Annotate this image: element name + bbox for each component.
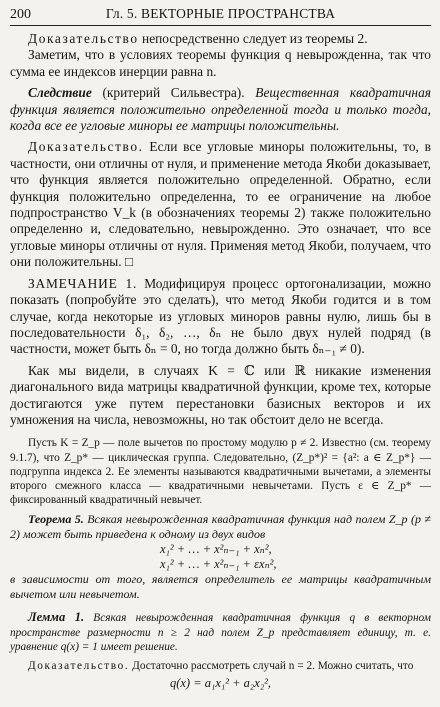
lemma-paragraph [10,610,431,654]
zamechanie-label: ЗАМЕЧАНИЕ 1. [28,275,138,291]
small-print-paragraph: Пусть K = Z_p — поле вычетов по простому модулю p ≠ 2. Известно (см. теорему 9.1.7), что Z_p* — циклическая группа. Следовательно, (Z_p*)² = {a²: a ∈ Z_p*} — подгруппа индекса 2. Ее элементы называются квадратичными вычетами, а элементы второго смежного класса — квадратичными невычетами. Пусть ε ∈ Z_p* — фиксированный квадратичный невычет. [10,437,431,507]
running-header [10,6,431,26]
corollary-text: Вещественная квадратичная функция является положительно определенной тогда и только тогда, когда все ее угловые миноры ее матрицы положительны. [10,85,431,134]
corollary-name: (критерий Сильвестра). [102,85,245,101]
theorem-formula-1: x₁² + … + x²ₙ₋₁ + xₙ², [160,542,272,557]
proof-label-3: Доказательство. [28,659,130,672]
proof-formula: q(x) = a₁x₁² + a₂x₂², [169,676,272,691]
proof-text-2: Если все угловые миноры положительны, то, в частности, они отличны от нуля, и применение метода Якоби доказывает, что функция является положительно определенной. Обратно, если функция положительно определенна, то ее ограничение на любое подпространство V_k (в обозначениях теоремы 2) также положительно определенно и, следовательно, невырожденно. Это означает, что все угловые миноры отличны от нуля. Применяя метод Якоби, получаем, что они положительны. □ [10,139,431,270]
proof-paragraph-1 [10,31,431,47]
zamechanie-paragraph [10,276,431,358]
theorem-after: в зависимости от того, является определитель ее матрицы квадратичным вычетом или невычетом. [10,572,431,602]
lemma-text: Всякая невырожденная квадратичная функция q в векторном пространстве размерности n ≥ 2 над полем Z_p представляет единицу, т. е. уравнение q(x) = 1 имеет решение. [10,612,431,653]
proof-label: Доказательство [28,31,139,46]
corollary-label: Следствие [28,85,92,101]
corollary-paragraph [10,85,431,134]
theorem-paragraph [10,512,431,542]
remark-paragraph: Заметим, что в условиях теоремы функция q невырожденна, так что сумма ее индексов инерции равна n. [10,47,431,79]
theorem-label: Теорема 5. [28,512,84,527]
zamechanie-text: Модифицируя процесс ортогонализации, можно показать (попробуйте это сделать), что метод Якоби годится и в том случае, когда некоторые из угловых миноров равны нулю, лишь бы в последовательности δ₁, δ₂, …, δₙ не было двух нулей подряд (в частности, может быть δₙ = 0, но тогда должно быть δₙ₋₁ ≠ 0). [10,275,432,357]
theorem-formula-2: x₁² + … + x²ₙ₋₁ + εxₙ², [160,557,277,572]
proof-paragraph-3 [10,659,431,673]
complex-field-paragraph: Как мы видели, в случаях K = ℂ или ℝ никакие изменения диагонального вида матрицы квадратичной функции, кроме тех, которые достигаются уже путем перестановки базисных векторов и их умножения на числа, невозможны, но так обстоит дело не всегда. [10,362,431,427]
page-number: 200 [10,7,31,22]
lemma-label: Лемма 1. [28,610,85,625]
proof-paragraph-2 [10,139,431,270]
proof-text-3: Достаточно рассмотреть случай n = 2. Можно считать, что [132,659,414,672]
theorem-text: Всякая невырожденная квадратичная функция над полем Z_p (p ≠ 2) может быть приведена к одному из двух видов [10,512,431,542]
chapter-title: Гл. 5. ВЕКТОРНЫЕ ПРОСТРАНСТВА [105,6,336,21]
proof-text: непосредственно следует из теоремы 2. [142,31,368,46]
proof-label-2: Доказательство. [28,139,144,155]
